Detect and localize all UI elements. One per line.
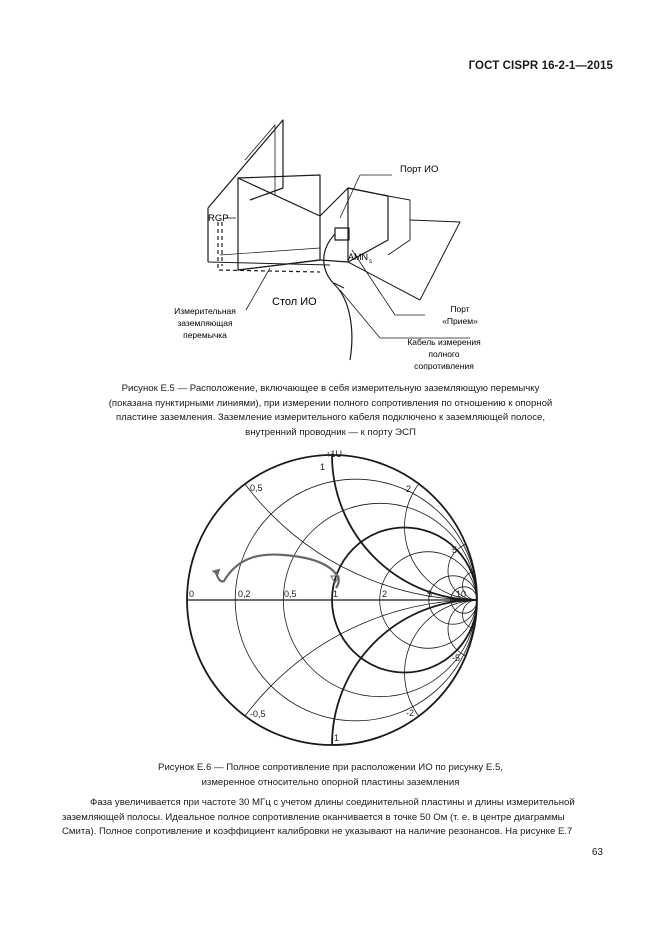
label-p5: 5 — [452, 545, 458, 555]
label-x10: 10 — [456, 589, 467, 599]
body-line: Смита). Полное сопротивление и коэффициент калибровки не указывают на наличие резонансов. На рисунке Е.7 — [62, 826, 573, 837]
table-label: Стол ИО — [272, 296, 317, 308]
caption-line: Рисунок Е.5 — Расположение, включающее в себя измерительную заземляющую перемычку — [121, 383, 540, 394]
label-n5: -5 — [452, 653, 461, 663]
caption-line: пластине заземления. Заземление измерительного кабеля подключено к заземляющей полосе, — [115, 412, 546, 423]
port-io-label: Порт ИО — [400, 164, 439, 175]
caption-line: внутренний проводник — к порту ЭСП — [245, 426, 416, 438]
body-line: заземляющей полосы. Идеальное полное сопротивление оканчивается в точке 50 Ом (т. е. в центре диаграммы — [62, 811, 565, 823]
amn-label: AMN — [348, 252, 368, 262]
strap-label-1: Измерительная — [174, 306, 236, 316]
label-p2: 2 — [406, 484, 412, 494]
caption-line: (показана пунктирными линиями), при измерении полного сопротивления по отношению к опорной — [108, 397, 553, 409]
port-receive-label-2: «Прием» — [442, 316, 478, 326]
amn-subscript: s — [369, 259, 372, 265]
cable-label-2: полного — [428, 349, 460, 359]
impedance-trace — [216, 555, 339, 588]
caption-line: измеренное относительно опорной пластины заземления — [201, 776, 460, 788]
label-top: ↑1U — [326, 449, 343, 459]
caption-line: Рисунок Е.6 — Полное сопротивление при расположении ИО по рисунку Е.5, — [158, 762, 503, 773]
cable-label-3: сопротивления — [414, 361, 474, 370]
port-receive-label-1: Порт — [450, 304, 470, 314]
standard-header: ГОСТ CISPR 16-2-1—2015 — [468, 60, 613, 72]
body-paragraph — [62, 796, 603, 840]
page-number: 63 — [591, 847, 603, 858]
label-x2: 2 — [382, 589, 388, 599]
label-top-one: 1 — [320, 462, 326, 472]
label-x05: 0,5 — [284, 589, 297, 599]
figure-e6-caption — [60, 761, 601, 790]
label-n1: -1 — [331, 733, 340, 743]
figure-e5-drawing — [170, 100, 500, 370]
label-n05: -0,5 — [250, 709, 266, 719]
label-x5: 5 — [427, 589, 433, 599]
label-p05: 0,5 — [250, 483, 263, 493]
label-n2: -2 — [406, 708, 415, 718]
smith-chart — [180, 445, 485, 755]
label-x1: 1 — [333, 589, 339, 599]
rgp-label: RGP — [208, 213, 229, 224]
strap-label-2: заземляющая — [177, 318, 233, 328]
body-line: Фаза увеличивается при частоте 30 МГц с учетом длины соединительной пластины и длины измерительной — [90, 797, 575, 808]
figure-e5-caption — [60, 382, 601, 440]
cable-label-1: Кабель измерения — [407, 337, 481, 347]
label-x02: 0,2 — [238, 589, 251, 599]
label-x0: 0 — [189, 589, 195, 599]
strap-label-3: перемычка — [183, 330, 227, 340]
